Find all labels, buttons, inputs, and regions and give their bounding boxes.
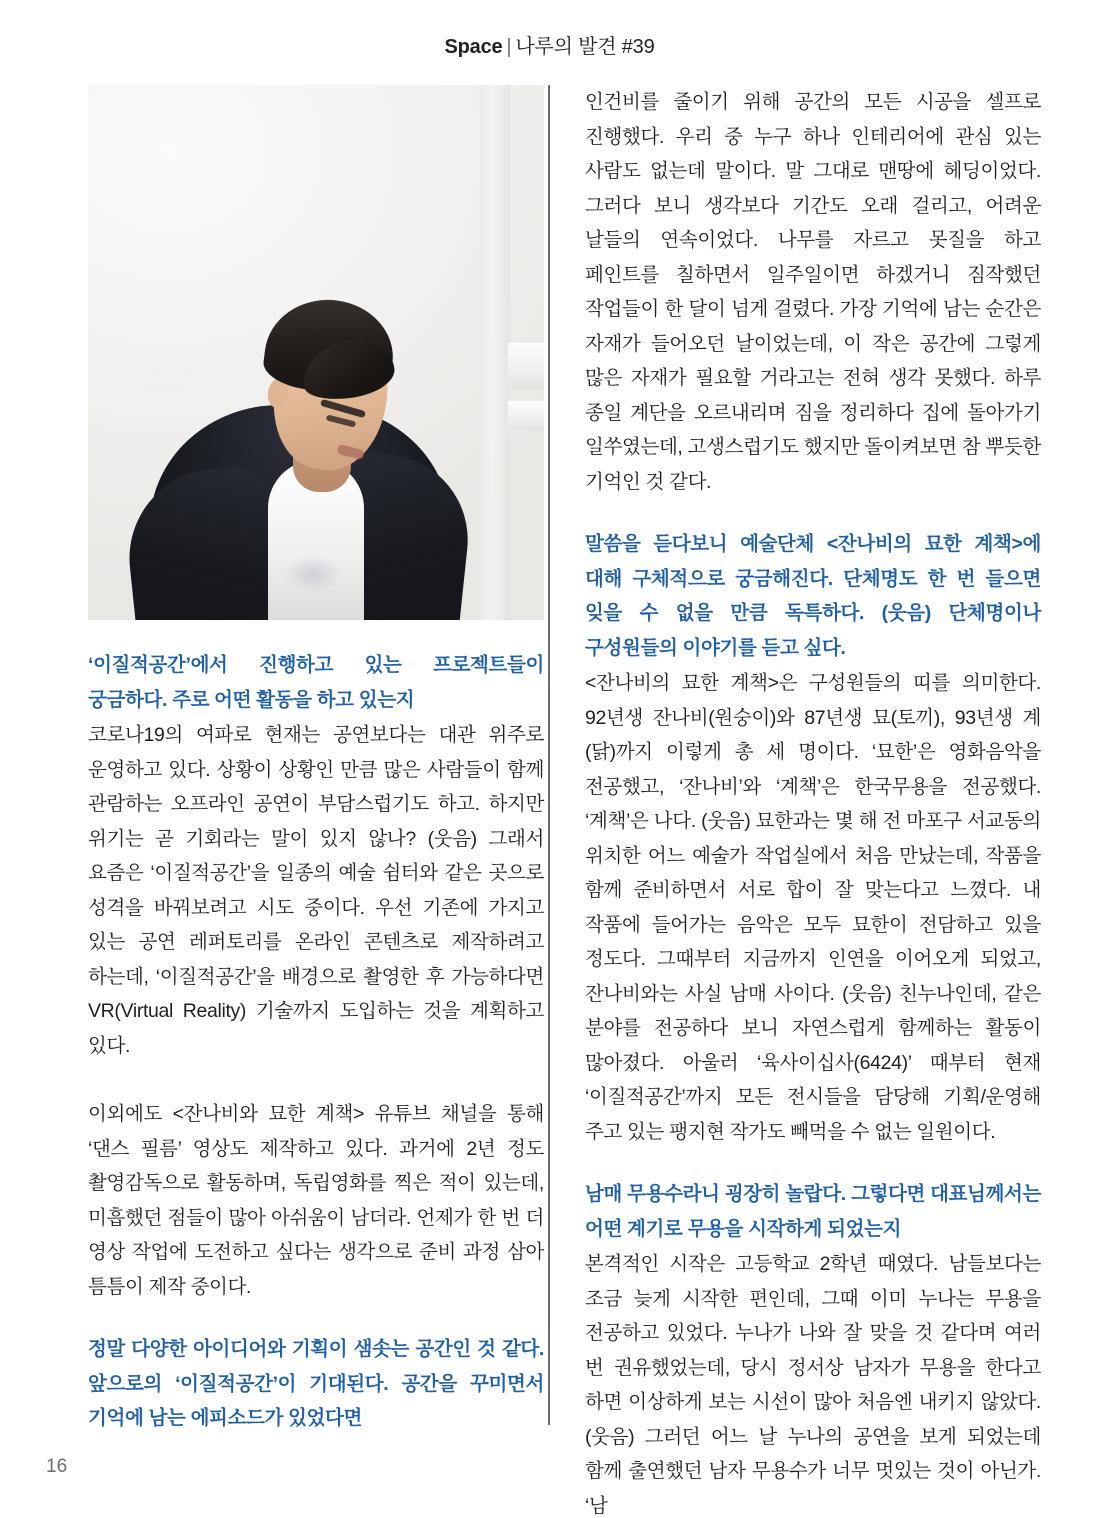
interview-answer: 본격적인 시작은 고등학교 2학년 때였다. 남들보다는 조금 늦게 시작한 편인데, 그때 이미 누나는 무용을 전공하고 있었다. 누나가 나와 잘 맞을 것 같다며 여러 번 권유했었는데, 당시 정서상 남자가 무용을 한다고 하면 이상하게 보는 시선이 많아 처음엔 내키지 않았다. (웃음) 그러던 어느 날 누나의 공연을 보게 되었는데 함께 출연했던 남자 무용수가 너무 멋있는 것이 아닌가. ‘남 [585,1253,1041,1517]
interview-answer: 코로나19의 여파로 현재는 공연보다는 대관 위주로 운영하고 있다. 상황이 상황인 만큼 많은 사람들이 함께 관람하는 오프라인 공연이 부담스럽기도 하고. 하지만 위기는 곧 기회라는 말이 있지 않나? (웃음) 그래서 요즘은 ‘이질적공간’을 일종의 예술 쉼터와 같은 곳으로 성격을 바꿔보려고 시도 중이다. 우선 기존에 가지고 있는 공연 레퍼토리를 온라인 콘텐츠로 제작하려고 하는데, ‘이질적공간’을 배경으로 촬영한 후 가능하다면 VR(Virtual Reality) 기술까지 도입하는 것을 계획하고 있다. [88,724,544,1057]
interview-answer: 인건비를 줄이기 위해 공간의 모든 시공을 셀프로 진행했다. 우리 중 누구 하나 인테리어에 관심 있는 사람도 없는데 말이다. 말 그대로 맨땅에 헤딩이었다. 그러다 보니 생각보다 기간도 오래 걸리고, 어려운 날들의 연속이었다. 나무를 자르고 못질을 하고 페인트를 칠하면서 일주일이면 하겠거니 짐작했던 작업들이 한 달이 넘게 걸렸다. 가장 기억에 남는 순간은 자재가 들어오던 날이었는데, 이 작은 공간에 그렇게 많은 자재가 필요할 거라고는 전혀 생각 못했다. 하루 종일 계단을 오르내리며 짐을 정리하다 집에 돌아가기 일쑤였는데, 고생스럽기도 했지만 돌이켜보면 참 뿌듯한 기억인 것 같다. [585,91,1041,493]
running-header [0,30,1099,59]
wall-seam [480,85,510,620]
left-column [88,85,544,1437]
column-divider [548,85,550,1425]
interview-question: 남매 무용수라니 굉장히 놀랍다. 그렇다면 대표님께서는 어떤 계기로 무용을 시작하게 되었는지 [585,1183,1041,1240]
interviewee-photo [88,85,544,620]
wall-shelf-upper [508,343,544,389]
page-number: 16 [46,1456,68,1477]
interview-question: 말씀을 듣다보니 예술단체 <잔나비의 묘한 계책>에 대해 구체적으로 궁금해진다. 단체명도 한 번 들으면 잊을 수 없을 만큼 독특하다. (웃음) 단체명이나 구성원들의 이야기를 듣고 싶다. [585,533,1041,659]
header-separator: | [506,36,512,58]
figure-tshirt-shadow [278,552,348,596]
right-column [585,85,1041,1518]
interview-question: ‘이질적공간’에서 진행하고 있는 프로젝트들이 궁금하다. 주로 어떤 활동을 하고 있는지 [88,654,544,711]
interview-question: 정말 다양한 아이디어와 기획이 샘솟는 공간인 것 같다. 앞으로의 ‘이질적공간’이 기대된다. 공간을 꾸미면서 기억에 남는 에피소드가 있었다면 [88,1338,544,1429]
interview-answer: <잔나비의 묘한 계책>은 구성원들의 띠를 의미한다. 92년생 잔나비(원숭이)와 87년생 묘(토끼), 93년생 계(닭)까지 이렇게 총 세 명이다. ‘묘한’은 영화음악을 전공했고, ‘잔나비’와 ‘계책’은 한국무용을 전공했다. ‘계책’은 나다. (웃음) 묘한과는 몇 해 전 마포구 서교동의 위치한 어느 예술가 작업실에서 처음 만났는데, 작품을 함께 준비하면서 서로 합이 잘 맞는다고 느꼈다. 내 작품에 들어가는 음악은 모두 묘한이 전담하고 있을 정도다. 그때부터 지금까지 인연을 이어오게 되었고, 잔나비와는 사실 남매 사이다. (웃음) 친누나인데, 같은 분야를 전공하다 보니 자연스럽게 함께하는 활동이 많아졌다. 아울러 ‘육사이십사(6424)’ 때부터 현재 ‘이질적공간’까지 모든 전시들을 담당해 기획/운영해 주고 있는 팽지현 작가도 빼먹을 수 없는 일원이다. [585,672,1041,1143]
header-brand: Space [444,36,503,58]
header-subtitle: 나루의 발견 #39 [515,36,655,58]
interview-answer: 이외에도 <잔나비와 묘한 계책> 유튜브 채널을 통해 ‘댄스 필름’ 영상도 제작하고 있다. 과거에 2년 정도 촬영감독으로 활동하며, 독립영화를 찍은 적이 있는데, 미흡했던 점들이 많아 아쉬움이 남더라. 언제가 한 번 더 영상 작업에 도전하고 싶다는 생각으로 준비 과정 삼아 틈틈이 제작 중이다. [88,1103,544,1298]
wall-shelf-lower [508,401,544,431]
